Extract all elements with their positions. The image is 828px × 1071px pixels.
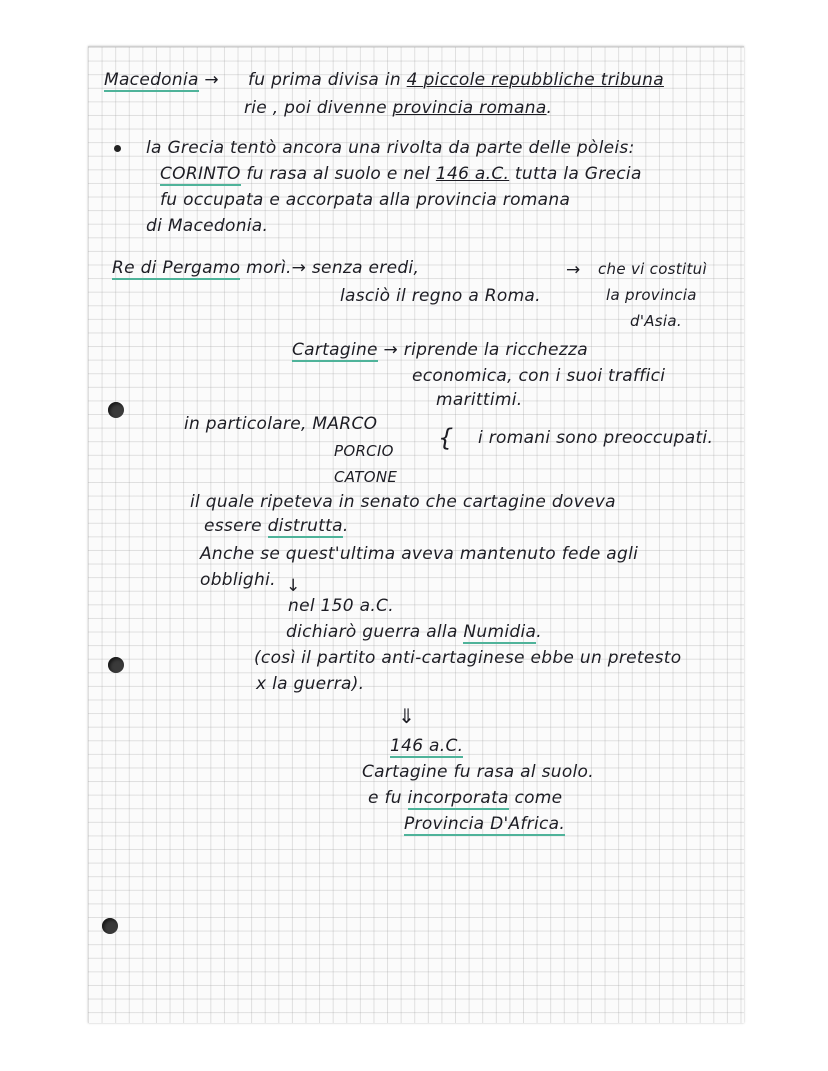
catone-line-1: il quale ripeteva in senato che cartagine doveva (190, 492, 616, 512)
catone-line-7: (così il partito anti-cartaginese ebbe un pretesto (254, 648, 682, 668)
catone-line-6: dichiarò guerra alla Numidia. (286, 622, 542, 642)
catone-line-2: essere distrutta. (204, 516, 349, 536)
double-down-arrow-icon: ⇓ (398, 704, 416, 728)
cartagine-line-3: marittimi. (436, 390, 523, 410)
pergamo-right-2: la provincia (606, 286, 697, 304)
cartagine-line-1: Cartagine → riprende la ricchezza (292, 340, 588, 360)
catone-line-5: nel 150 a.C. (288, 596, 394, 616)
binder-hole (108, 657, 124, 673)
pergamo-line-1: Re di Pergamo morì.→ senza eredi, (112, 258, 420, 278)
fine-line-2: e fu incorporata come (368, 788, 563, 808)
macedonia-line-1: fu prima divisa in 4 piccole repubbliche tribuna (248, 70, 664, 90)
grecia-line-3: fu occupata e accorpata alla provincia romana (160, 190, 571, 210)
grecia-line-1: la Grecia tentò ancora una rivolta da parte delle pòleis: (146, 138, 635, 158)
catone-intro: in particolare, MARCO (184, 414, 378, 434)
fine-line-3: Provincia D'Africa. (404, 814, 566, 834)
catone-line-4: obblighi. (200, 570, 276, 590)
catone-name-3: CATONE (334, 468, 398, 486)
catone-line-3: Anche se quest'ultima aveva mantenuto fede agli (200, 544, 639, 564)
fine-date: 146 a.C. (390, 736, 464, 756)
grecia-line-2: CORINTO fu rasa al suolo e nel 146 a.C. tutta la Grecia (160, 164, 642, 184)
catone-line-8: x la guerra). (256, 674, 365, 694)
arrow-icon: → (383, 340, 399, 360)
pergamo-right-1: che vi costituì (598, 260, 707, 278)
binder-hole (102, 918, 118, 934)
macedonia-heading: Macedonia → (104, 70, 219, 90)
grecia-line-4: di Macedonia. (146, 216, 269, 236)
fine-line-1: Cartagine fu rasa al suolo. (362, 762, 594, 782)
macedonia-line-2: rie , poi divenne provincia romana. (244, 98, 553, 118)
catone-brace: { (438, 424, 454, 452)
catone-side-note: i romani sono preoccupati. (478, 428, 714, 448)
arrow-icon: → (204, 70, 219, 90)
pergamo-right-3: d'Asia. (630, 312, 682, 330)
pergamo-arrow: → (566, 260, 581, 280)
down-arrow-icon: ↓ (286, 576, 301, 596)
binder-hole (108, 402, 124, 418)
bullet-point (114, 145, 121, 152)
catone-name-2: PORCIO (334, 442, 394, 460)
pergamo-line-2: lasciò il regno a Roma. (340, 286, 541, 306)
cartagine-line-2: economica, con i suoi traffici (412, 366, 666, 386)
